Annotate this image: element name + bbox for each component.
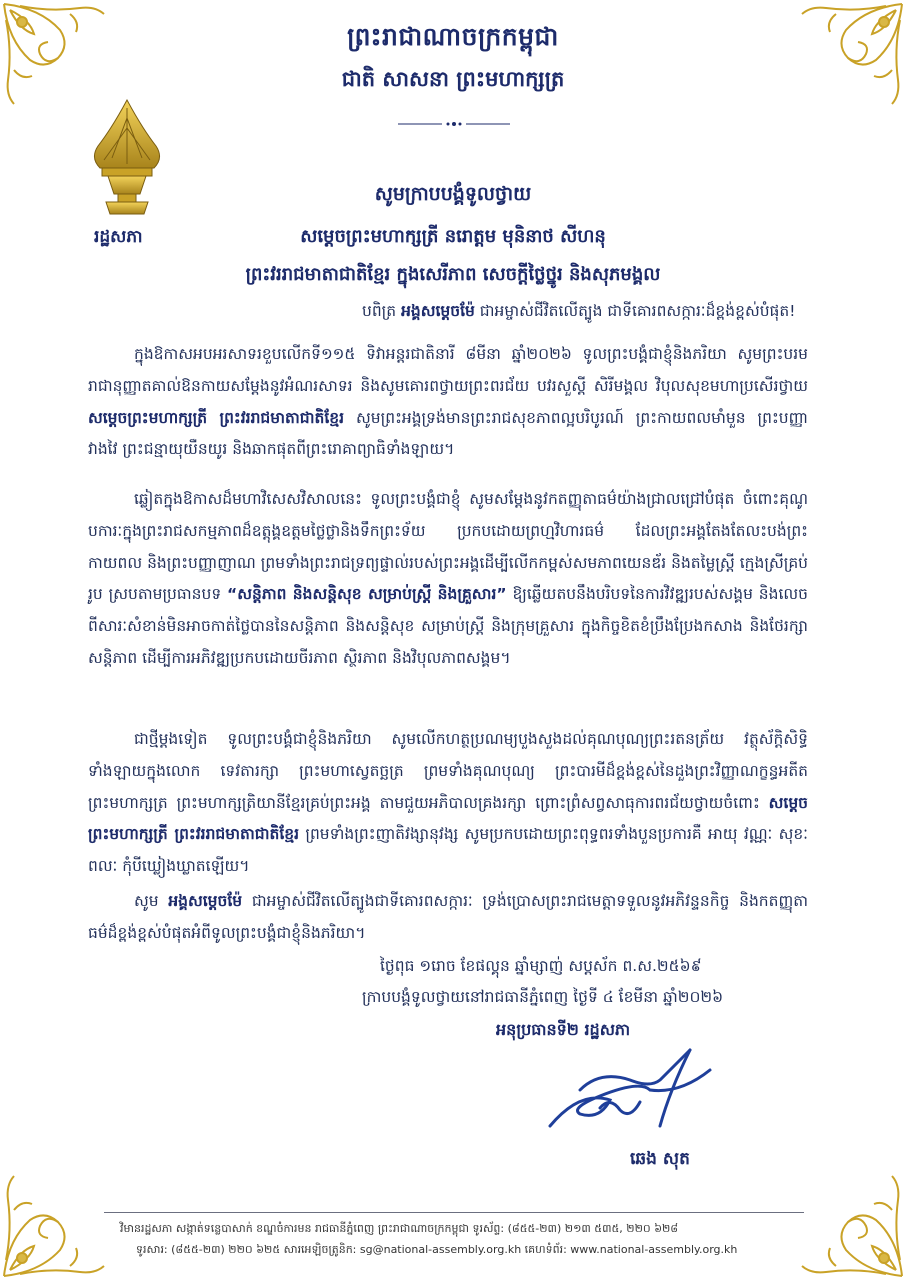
footer-divider: [104, 1212, 804, 1213]
lunar-date: ថ្ងៃពុធ ១រោច ខែផល្គុន ឆ្នាំម្សាញ់ សប្តស័ក ព.ស.២៥៦៩: [380, 957, 702, 975]
organization-name: រដ្ឋសភា: [94, 227, 143, 247]
footer-contact: ទូរសារ: (៨៥៥-២៣) ២២០ ៦២៥ សារអេឡិចត្រូនិក: sg@national-assembly.org.kh គេហទំព័រ: www.national-assembly.org.kh: [136, 1243, 738, 1256]
ornamental-divider-icon: [398, 121, 510, 127]
salutation: បពិត្រ អង្គសម្ដេចម៉ែ ជាអម្ចាស់ជីវិតលើត្បូង ជាទីគោរពសក្ការៈដ៏ខ្ពង់ខ្ពស់បំផុត!: [362, 302, 796, 320]
handwritten-signature-icon: [540, 1030, 740, 1140]
signatory-name: ឆេង សុត: [630, 1149, 690, 1169]
paragraph-1: ក្នុងឱកាសអបអរសាទរខួបលើកទី១១៥ ទិវាអន្តរជាតិនារី ៨មីនា ឆ្នាំ២០២៦ ទូលព្រះបង្គំជាខ្ញុំនិងភរិយា សូមព្រះបរមរាជានុញ្ញាតគាល់ឱនកាយសម្ដែងនូវអំណរសាទរ និងសូមគោរពថ្វាយព្រះពរជ័យ បវរសួស្ដី សិរីមង្គល វិបុលសុខមហាប្រសើរថ្វាយ សម្ដេចព្រះមហាក្សត្រី ព្រះវររាជមាតាជាតិខ្មែរ សូមព្រះអង្គទ្រង់មានព្រះរាជសុខភាពល្អបរិបូរណ៍ ព្រះកាយពលមាំមួន ព្រះបញ្ញាវាងវៃ ព្រះជន្មាយុយឺនយូរ និងឆាកផុតពីព្រះរោគាព្យាធិទាំងឡាយ។: [88, 345, 808, 459]
corner-ornament-icon: [0, 1168, 112, 1280]
corner-ornament-icon: [794, 1168, 906, 1280]
address-line-2: សម្ដេចព្រះមហាក្សត្រី នរោត្តម មុនិនាថ សីហនុ: [300, 226, 606, 247]
footer-address: វិមានរដ្ឋសភា សង្កាត់ទន្លេបាសាក់ ខណ្ឌចំការមន រាជធានីភ្នំពេញ ព្រះរាជាណាចក្រកម្ពុជា ទូរស័ព្ទ: (៨៥៥-២៣) ២១៣ ៥៣៥, ២២០ ៦២៨: [120, 1222, 679, 1235]
national-motto: ជាតិ សាសនា ព្រះមហាក្សត្រ: [341, 67, 565, 91]
paragraph-4: សូម អង្គសម្ដេចម៉ែ ជាអម្ចាស់ជីវិតលើត្បូងជាទីគោរពសក្ការៈ ទ្រង់ប្រោសព្រះរាជមេត្តាទទួលនូវអភិវន្ទនកិច្ច និងកតញ្ញុតាធម៌ដ៏ខ្ពង់ខ្ពស់បំផុតអំពីទូលព្រះបង្គំជាខ្ញុំនិងភរិយា។: [88, 892, 808, 942]
address-line-1: សូមក្រាបបង្គំទូលថ្វាយ: [374, 183, 532, 205]
kingdom-title: ព្រះរាជាណាចក្រកម្ពុជា: [347, 22, 559, 51]
address-line-3: ព្រះវររាជមាតាជាតិខ្មែរ ក្នុងសេរីភាព សេចក្ដីថ្លៃថ្នូរ និងសុភមង្គល: [245, 264, 661, 285]
solar-date: ក្រាបបង្គំទូលថ្វាយនៅរាជធានីភ្នំពេញ ថ្ងៃទី ៤ ខែមីនា ឆ្នាំ២០២៦: [362, 988, 724, 1006]
signatory-title: អនុប្រធានទី២ រដ្ឋសភា: [496, 1020, 631, 1039]
paragraph-3: ជាថ្មីម្ដងទៀត ទូលព្រះបង្គំជាខ្ញុំនិងភរិយា សូមលើកហត្ថប្រណម្យបួងសួងដល់គុណបុណ្យព្រះរតនត្រ័យ វត្ថុស័ក្ដិសិទ្ធិទាំងឡាយក្នុងលោក ទេវតារក្សា ព្រះមហាស្វេតច្ឆត្រ ព្រមទាំងគុណបុណ្យ ព្រះបារមីដ៏ខ្ពង់ខ្ពស់នៃដួងព្រះវិញ្ញាណក្ខន្ធអតីតព្រះមហាក្សត្រ ព្រះមហាក្សត្រិយានីខ្មែរគ្រប់ព្រះអង្គ តាមជួយអភិបាលគ្រងរក្សា ព្រោះព្រំសព្វសាធុការពរជ័យថ្វាយចំពោះ សម្ដេចព្រះមហាក្សត្រី ព្រះវររាជមាតាជាតិខ្មែរ ព្រមទាំងព្រះញាតិវង្សានុវង្ស សូមប្រកបដោយព្រះពុទ្ធពរទាំងបួនប្រការគឺ អាយុ វណ្ណៈ សុខៈ ពលៈ កុំបីឃ្លៀងឃ្លាតឡើយ។: [88, 730, 809, 876]
paragraph-2: ឆ្លៀតក្នុងឱកាសដ៏មហាវិសេសវិសាលនេះ ទូលព្រះបង្គំជាខ្ញុំ សូមសម្ដែងនូវកតញ្ញុតាធម៌យ៉ាងជ្រាលជ្រៅបំផុត ចំពោះគុណូបការៈក្នុងព្រះរាជសកម្មភាពដ៏ឧត្ដុង្គឧត្ដមថ្លៃថ្លានិងទឹកព្រះទ័យ ប្រកបដោយព្រហ្មវិហារធម៌ ដែលព្រះអង្គតែងតែលះបង់ព្រះកាយពល និងព្រះបញ្ញាញាណ ព្រមទាំងព្រះរាជទ្រព្យផ្ទាល់របស់ព្រះអង្គដើម្បីលើកកម្ពស់សមភាពយេនឌ័រ និងតម្លៃស្ត្រី ក្មេងស្រីគ្រប់រូប ស្របតាមប្រធានបទ “សន្តិភាព និងសន្តិសុខ សម្រាប់ស្ត្រី និងគ្រួសារ” ឱ្យឆ្លើយតបនឹងបរិបទនៃការវិវឌ្ឍរបស់សង្គម និងលេចពីសារៈសំខាន់មិនអាចកាត់ថ្លៃបាននៃសន្តិភាព និងសន្តិសុខ សម្រាប់ស្ត្រី និងក្រុមគ្រួសារ ក្នុងកិច្ចខិតខំប្រឹងប្រែងកសាង និងថែរក្សាសន្តិភាព ដើម្បីការអភិវឌ្ឍប្រកបដោយចីរភាព ស្ថិរភាព និងវិបុលភាពសង្គម។: [88, 490, 808, 667]
